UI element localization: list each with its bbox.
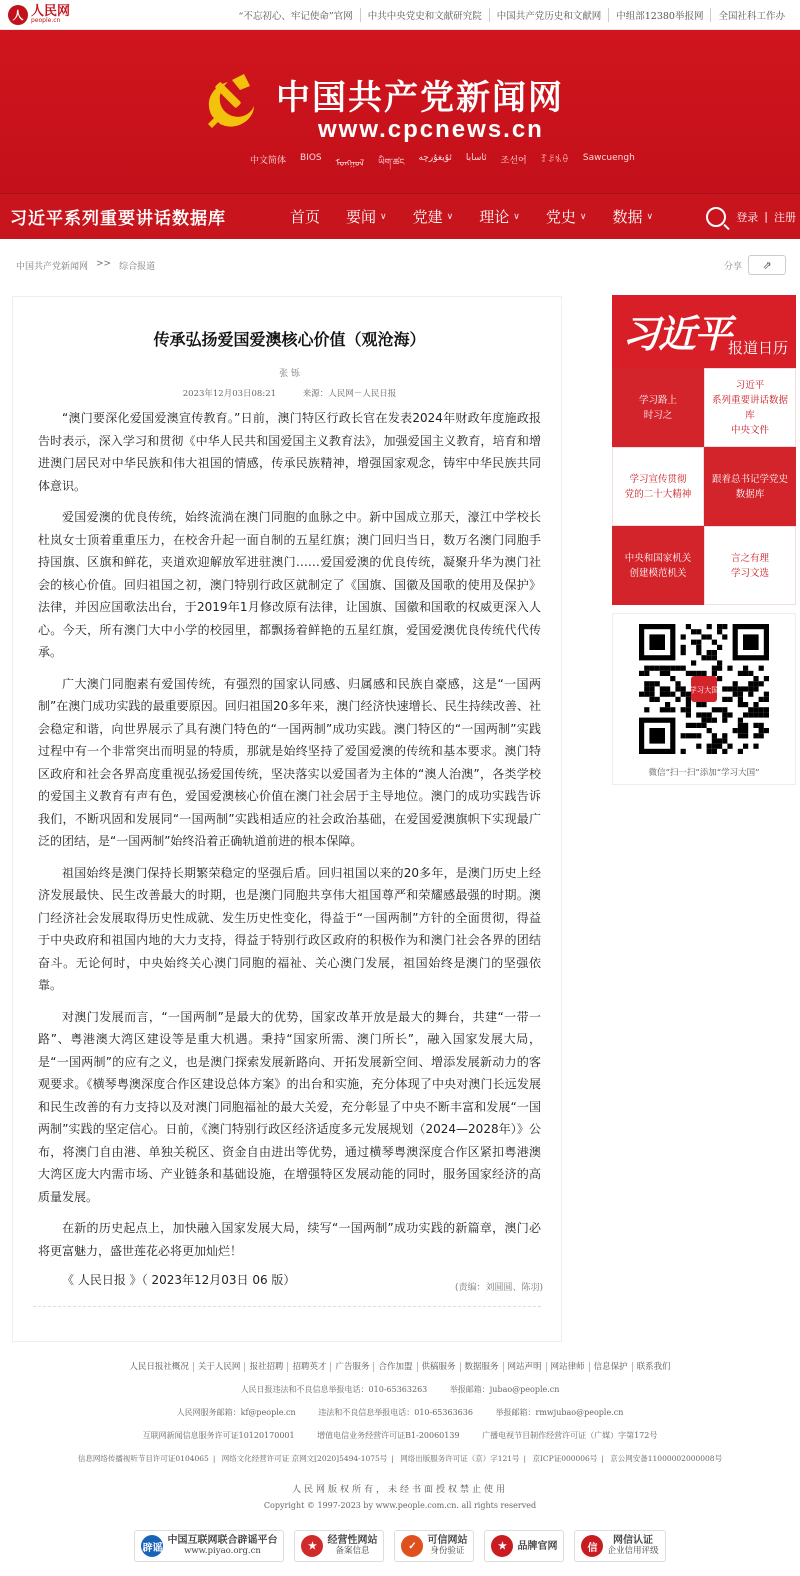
top-link[interactable]: 中国共产党历史和文献网 — [489, 8, 609, 22]
article-paragraph: 祖国始终是澳门保持长期繁荣稳定的坚强后盾。回归祖国以来的20多年，是澳门历史上经济发展最快、民生改善最大的时期，也是澳门同胞共享伟大祖国尊严和荣耀感最强的时期。澳门经济社会发展取得历史性成就、发生历史性变化，得益于“一国两制”方针的全面贯彻，得益于中央政府和祖国内地的大力支持，得益于特别行政区政府的积极作为和澳门社会各界的团结奋斗。无论何时，中央始终关心澳门同胞的福祉、关心澳门发展，祖国始终是澳门的坚强依靠。 — [38, 865, 541, 992]
breadcrumb-bar — [0, 239, 800, 291]
share-label: 分享 — [723, 261, 742, 272]
footer-text: 人民网服务邮箱：kf@people.cn — [176, 1408, 296, 1417]
footer-text[interactable]: 信息网络传播视听节目许可证0104065 — [77, 1454, 209, 1463]
nav-item-theory[interactable] — [466, 206, 533, 227]
party-emblem-icon — [198, 72, 262, 136]
top-links — [232, 8, 793, 22]
top-link[interactable]: 中组部12380举报网 — [608, 8, 710, 22]
breadcrumb-section[interactable]: 综合报道 — [119, 261, 156, 272]
nav-item-party[interactable] — [400, 206, 467, 227]
language-links — [250, 153, 635, 178]
badge-subtitle: www.piyao.org.cn — [184, 1546, 261, 1556]
article-paragraph: 爱国爱澳的优良传统，始终流淌在澳门同胞的血脉之中。新中国成立那天，濠江中学校长杜岚女士顶着重重压力，在校舍升起一面自制的五星红旗；澳门回归当日，数万名澳门同胞手持国旗、区旗和鲜花，夹道欢迎解放军进驻澳门……爱国爱澳的优良传统，凝聚升华为澳门社会的核心价值。回归祖国之初，澳门特别行政区就制定了《国旗、国徽及国歌的使用及保护》法律，并因应国歌法出台，于2019年1月修改原有法律，让国旗、国徽和国歌的权威更深入人心。今天，所有澳门大中小学的校园里，都飘扬着鲜艳的五星红旗，爱国爱澳优良传统代代传承。 — [38, 510, 541, 659]
footer-text: 违法和不良信息举报电话：010-65363636 — [318, 1408, 473, 1417]
footer-text[interactable]: 增值电信业务经营许可证B1-20060139 — [317, 1431, 460, 1440]
language-link[interactable]: 조선어 — [500, 156, 527, 166]
badge-subtitle: 备案信息 — [335, 1546, 370, 1556]
sidebar-topic-link[interactable]: 学习路上 时习之 — [612, 368, 704, 447]
sidebar-topic-link[interactable]: 跟着总书记学党史 数据库 — [704, 447, 796, 526]
sidebar-topic-link[interactable]: 习近平 系列重要讲话数据库 中央文件 — [704, 368, 796, 447]
footer-links — [0, 1360, 800, 1372]
article-paragraph: 广大澳门同胞素有爱国传统，有强烈的国家认同感、归属感和民族自豪感，这是“一国两制”在澳门成功实践的最重要原因。回归祖国20多年来，澳门经济快速增长、民生持续改善、社会稳定和谐，向世界展示了具有澳门特色的“一国两制”成功实践。澳门特区的“一国两制”实践过程中有一个非常突出而明显的特质，那就是始终坚持了爱国爱澳的传统和基本要求。澳门特区政府和社会各界高度重视弘扬爱国传统，坚决落实以爱国者为主体的“澳人治澳”，各类学校的爱国主义教育有声有色，爱国爱澳核心价值在澳门社会居于主导地位。澳门的成功实践告诉我们，不断巩固和发展同“一国两制”实践相适应的社会政治基础，在爱国爱澳旗帜下实现最广泛的团结，是“一国两制”始终沿着正确轨道前进的根本保障。 — [38, 676, 541, 848]
footer-link[interactable]: 联系我们 — [632, 1362, 675, 1372]
certification-badge[interactable] — [394, 1530, 474, 1562]
people-logo[interactable] — [8, 5, 70, 25]
footer-text[interactable]: 京公网安备11000002000008号 — [610, 1454, 723, 1463]
footer-link[interactable]: 网站声明 — [503, 1362, 546, 1372]
chevron-down-icon: ∨ — [579, 211, 587, 222]
badge-subtitle: 身份验证 — [430, 1546, 465, 1556]
language-link[interactable]: ᠮᠣᠩᠭᠣᠯ — [335, 159, 365, 169]
badge-title: 品牌官网 — [517, 1540, 558, 1552]
certification-badge[interactable] — [574, 1530, 665, 1562]
language-link[interactable]: Sawcuengh — [582, 153, 635, 163]
chevron-down-icon: ∨ — [446, 211, 454, 222]
search-icon[interactable] — [706, 207, 726, 227]
badge-icon: ✓ — [401, 1535, 423, 1557]
nav-item-news[interactable] — [333, 206, 400, 227]
copyright-notice: 人民网版权所有，未经书面授权禁止使用 — [291, 1485, 508, 1495]
language-link[interactable]: ཡིག་ཚང — [378, 158, 405, 168]
breadcrumb-separator: >> — [96, 258, 112, 269]
footer-link[interactable]: 网站律师 — [546, 1362, 589, 1372]
nav-series-link[interactable]: 习近平系列重要讲话数据库 — [10, 209, 226, 229]
certification-badges — [0, 1530, 800, 1562]
footer-text[interactable]: 网络出版服务许可证（京）字121号 — [400, 1454, 520, 1463]
footer-link[interactable]: 招聘英才 — [287, 1362, 330, 1372]
breadcrumb-home[interactable]: 中国共产党新闻网 — [16, 261, 89, 272]
footer-link[interactable]: 供稿服务 — [417, 1362, 460, 1372]
nav-item-label: 理论 — [479, 208, 510, 226]
badge-icon: ★ — [301, 1535, 323, 1557]
share-icon: ⇗ — [762, 258, 772, 272]
badge-title: 中国互联网联合辟谣平台 — [167, 1535, 278, 1546]
site-url: www.cpcnews.cn — [318, 116, 544, 143]
people-logo-title: 人民网 — [31, 4, 71, 19]
language-link[interactable]: 中文简体 — [250, 156, 287, 166]
nav-item-home[interactable] — [270, 206, 333, 227]
calendar-banner-tag: 报道日历 — [727, 339, 788, 357]
people-logo-icon: 人 — [8, 5, 28, 25]
nav-item-data[interactable] — [599, 206, 666, 227]
footer-text: 人民日报违法和不良信息举报电话：010-65363263 — [240, 1385, 428, 1394]
footer-text: 举报邮箱：jubao@people.cn — [449, 1385, 560, 1394]
share-area — [724, 255, 786, 275]
article — [12, 296, 562, 1342]
article-datetime: 2023年12月03日08:21 — [182, 389, 277, 399]
article-editor: (责编：刘圆圆、陈羽) — [454, 1283, 543, 1293]
footer-text: 举报邮箱：rmwjubao@people.cn — [495, 1408, 624, 1417]
language-link[interactable]: BIOS — [300, 153, 322, 163]
footer-text[interactable]: 互联网新闻信息服务许可证10120170001 — [142, 1431, 295, 1440]
sidebar-topic-link[interactable]: 中央和国家机关 创建模范机关 — [612, 526, 704, 605]
sidebar-topic-grid — [612, 368, 796, 605]
nav-item-label: 党史 — [545, 208, 576, 226]
language-link[interactable]: ئۇيغۇرچە — [418, 153, 452, 163]
footer — [0, 1356, 800, 1562]
people-logo-url: people.cn — [31, 17, 61, 24]
sidebar — [612, 295, 796, 785]
calendar-banner[interactable] — [612, 295, 796, 368]
footer-text[interactable]: 网络文化经营许可证 京网文[2020]5494-1075号 — [221, 1454, 388, 1463]
badge-title: 网信认证 — [612, 1535, 653, 1546]
badge-icon: 信 — [581, 1535, 603, 1557]
sidebar-topic-link[interactable]: 学习宣传贯彻 党的二十大精神 — [612, 447, 704, 526]
footer-link[interactable]: 关于人民网 — [193, 1362, 245, 1372]
top-link[interactable]: 全国社科工作办 — [710, 8, 792, 22]
sidebar-topic-link[interactable]: 言之有理 学习文选 — [704, 526, 796, 605]
top-bar — [0, 0, 800, 30]
article-paragraph: “澳门要深化爱国爱澳宣传教育。”日前，澳门特区行政长官在发表2024年财政年度施政报告时表示，深入学习和贯彻《中华人民共和国爱国主义教育法》，加强爱国主义教育，培育和增进澳门居民对中华民族和伟大祖国的情感，传承民族精神，增强国家观念，铸牢中华民族共同体意识。 — [38, 411, 541, 493]
footer-link[interactable]: 广告服务 — [330, 1362, 373, 1372]
qr-code — [639, 624, 769, 754]
article-meta — [38, 387, 541, 399]
qr-caption: 微信“扫一扫”添加“学习大国” — [648, 768, 760, 778]
footer-link[interactable]: 合作加盟 — [373, 1362, 416, 1372]
certification-badge[interactable] — [134, 1530, 284, 1562]
footer-link[interactable]: 人民日报社概况 — [129, 1362, 189, 1372]
footer-line — [0, 1430, 800, 1441]
footer-line — [0, 1384, 800, 1395]
language-link[interactable]: ئاسابا — [465, 153, 487, 163]
article-author: 张 铄 — [279, 369, 300, 379]
share-button[interactable] — [748, 255, 786, 275]
nav-divider: | — [764, 210, 768, 223]
site-banner — [0, 30, 800, 193]
article-source: 来源：人民网－人民日报 — [302, 389, 397, 399]
login-link[interactable]: 登录 — [736, 210, 759, 224]
article-paragraph: 在新的历史起点上，加快融入国家发展大局，续写“一国两制”成功实践的新篇章，澳门必将更富魅力，盛世莲花必将更加灿烂！ — [38, 1221, 541, 1258]
nav-item-label: 首页 — [290, 208, 321, 226]
print-source: 《 人民日报 》（ 2023年12月03日 06 版） — [62, 1273, 296, 1287]
footer-text[interactable]: 京ICP证000006号 — [532, 1454, 598, 1463]
nav-item-label: 党建 — [412, 208, 443, 226]
top-link[interactable]: “不忘初心、牢记使命”官网 — [238, 10, 353, 22]
badge-title: 可信网站 — [427, 1535, 468, 1546]
calendar-banner-title: 习近平 — [622, 311, 731, 356]
qr-center-label: 学习大国 — [689, 685, 719, 695]
divider — [33, 1306, 541, 1307]
nav-item-label: 数据 — [612, 208, 643, 226]
chevron-down-icon: ∨ — [513, 211, 520, 222]
footer-link[interactable]: 数据服务 — [460, 1362, 503, 1372]
language-link[interactable]: ꆈꌠꁱꂷ — [540, 155, 569, 165]
chevron-down-icon: ∨ — [646, 211, 654, 222]
badge-icon: 辟谣 — [141, 1535, 163, 1557]
badge-subtitle: 企业信用评级 — [607, 1546, 659, 1556]
main-nav — [0, 193, 800, 239]
badge-icon: ★ — [491, 1535, 513, 1557]
badge-title: 经营性网站 — [327, 1535, 378, 1546]
certification-badge[interactable] — [294, 1530, 384, 1562]
footer-line — [0, 1407, 800, 1418]
nav-item-label: 要闻 — [346, 208, 377, 226]
footer-line: 信息网络传播视听节目许可证0104065 | 网络文化经营许可证 京网文[2020]5494-1075号 | 网络出版服务许可证（京）字121号 | 京ICP证000006号 | 京公网安备11000002000008号 — [77, 1454, 723, 1463]
top-link[interactable]: 中共中央党史和文献研究院 — [360, 8, 489, 22]
copyright-line: Copyright © 1997-2023 by www.people.com.cn. all rights reserved — [263, 1501, 537, 1510]
article-title: 传承弘扬爱国爱澳核心价值（观沧海） — [153, 330, 426, 349]
qr-box — [612, 613, 796, 785]
footer-link[interactable]: 信息保护 — [589, 1362, 632, 1372]
chevron-down-icon: ∨ — [380, 211, 387, 222]
breadcrumb — [16, 259, 155, 272]
site-title[interactable]: 中国共产党新闻网 — [276, 78, 564, 118]
certification-badge[interactable] — [484, 1530, 564, 1562]
register-link[interactable]: 注册 — [774, 210, 796, 224]
footer-text[interactable]: 广播电视节目制作经营许可证（广媒）字第172号 — [482, 1431, 658, 1440]
article-paragraph: 对澳门发展而言，“一国两制”是最大的优势，国家改革开放是最大的舞台，共建“一带一路”、粤港澳大湾区建设等是重大机遇。秉持“国家所需、澳门所长”，融入国家发展大局，是“一国两制”的应有之义，也是澳门探索发展新路向、开拓发展新空间、增添发展新动力的客观要求。《横琴粤澳深度合作区建设总体方案》的出台和实施，充分体现了中央对澳门长远发展和民生改善的有力支持以及对澳门同胞福祉的最大关爱，充分彰显了中央不断丰富和发展“一国两制”实践的坚定信心。日前，《澳门特别行政区经济适度多元发展规划（2024—2028年）》公布，将澳门自由港、单独关税区、资金自由进出等优势，通过横琴粤澳深度合作区紧扣粤港澳大湾区庞大内需市场、产业链条和基础设施，在增强特区发展动能的同时，服务国家经济的高质量发展。 — [38, 1009, 541, 1204]
footer-link[interactable]: 报社招聘 — [244, 1362, 287, 1372]
nav-item-history[interactable] — [533, 206, 600, 227]
